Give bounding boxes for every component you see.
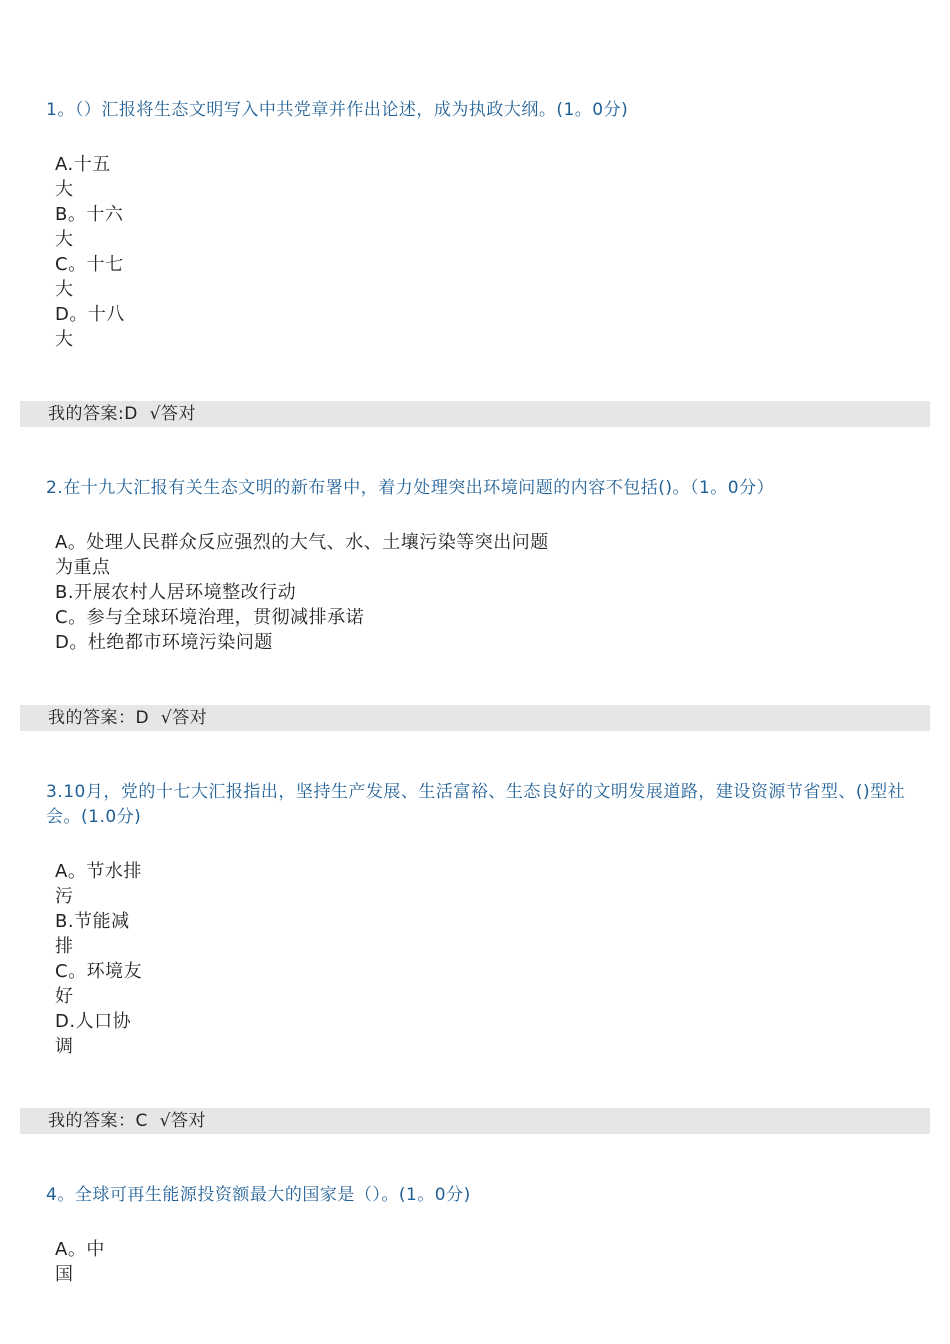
option-b[interactable]: B.开展农村人居环境整改行动 [55, 582, 297, 603]
option-a[interactable]: A。中 国 [55, 1239, 105, 1285]
question-4-text: 4。全球可再生能源投资额最大的国家是（）。(1。0分) [46, 1185, 471, 1205]
option-c[interactable]: C。参与全球环境治理，贯彻减排承诺 [55, 607, 365, 628]
option-b[interactable]: B.节能减 排 [55, 911, 130, 957]
answer-bar-3 [20, 1108, 930, 1134]
option-c[interactable]: C。环境友 好 [55, 961, 143, 1007]
question-1-text: 1。（）汇报将生态文明写入中共党章并作出论述，成为执政大纲。(1。0分) [46, 100, 629, 120]
option-a[interactable]: A。节水排 污 [55, 861, 142, 907]
option-a[interactable]: A.十五 大 [55, 154, 111, 200]
option-c[interactable]: C。十七 大 [55, 254, 124, 300]
option-b[interactable]: B。十六 大 [55, 204, 124, 250]
question-3-text: 3.10月，党的十七大汇报指出，坚持生产发展、生活富裕、生态良好的文明发展道路，建设资源节省型、()型社会。(1.0分) [46, 782, 906, 827]
my-answer: 我的答案：C √答对 [48, 1111, 207, 1131]
question-2-text: 2.在十九大汇报有关生态文明的新布署中，着力处理突出环境问题的内容不包括()。（1。0分） [46, 478, 775, 498]
question-1-options [55, 152, 125, 352]
question-3-options [55, 859, 142, 1059]
my-answer: 我的答案：D √答对 [48, 708, 208, 728]
option-d[interactable]: D。杜绝都市环境污染问题 [55, 632, 273, 653]
option-d[interactable]: D。十八 大 [55, 304, 125, 350]
answer-bar-1 [20, 401, 930, 427]
question-2-options [55, 530, 549, 655]
my-answer: 我的答案:D √答对 [48, 404, 196, 424]
question-4-options [55, 1237, 105, 1287]
option-a[interactable]: A。处理人民群众反应强烈的大气、水、土壤污染等突出问题 为重点 [55, 532, 549, 578]
option-d[interactable]: D.人口协 调 [55, 1011, 132, 1057]
answer-bar-2 [20, 705, 930, 731]
